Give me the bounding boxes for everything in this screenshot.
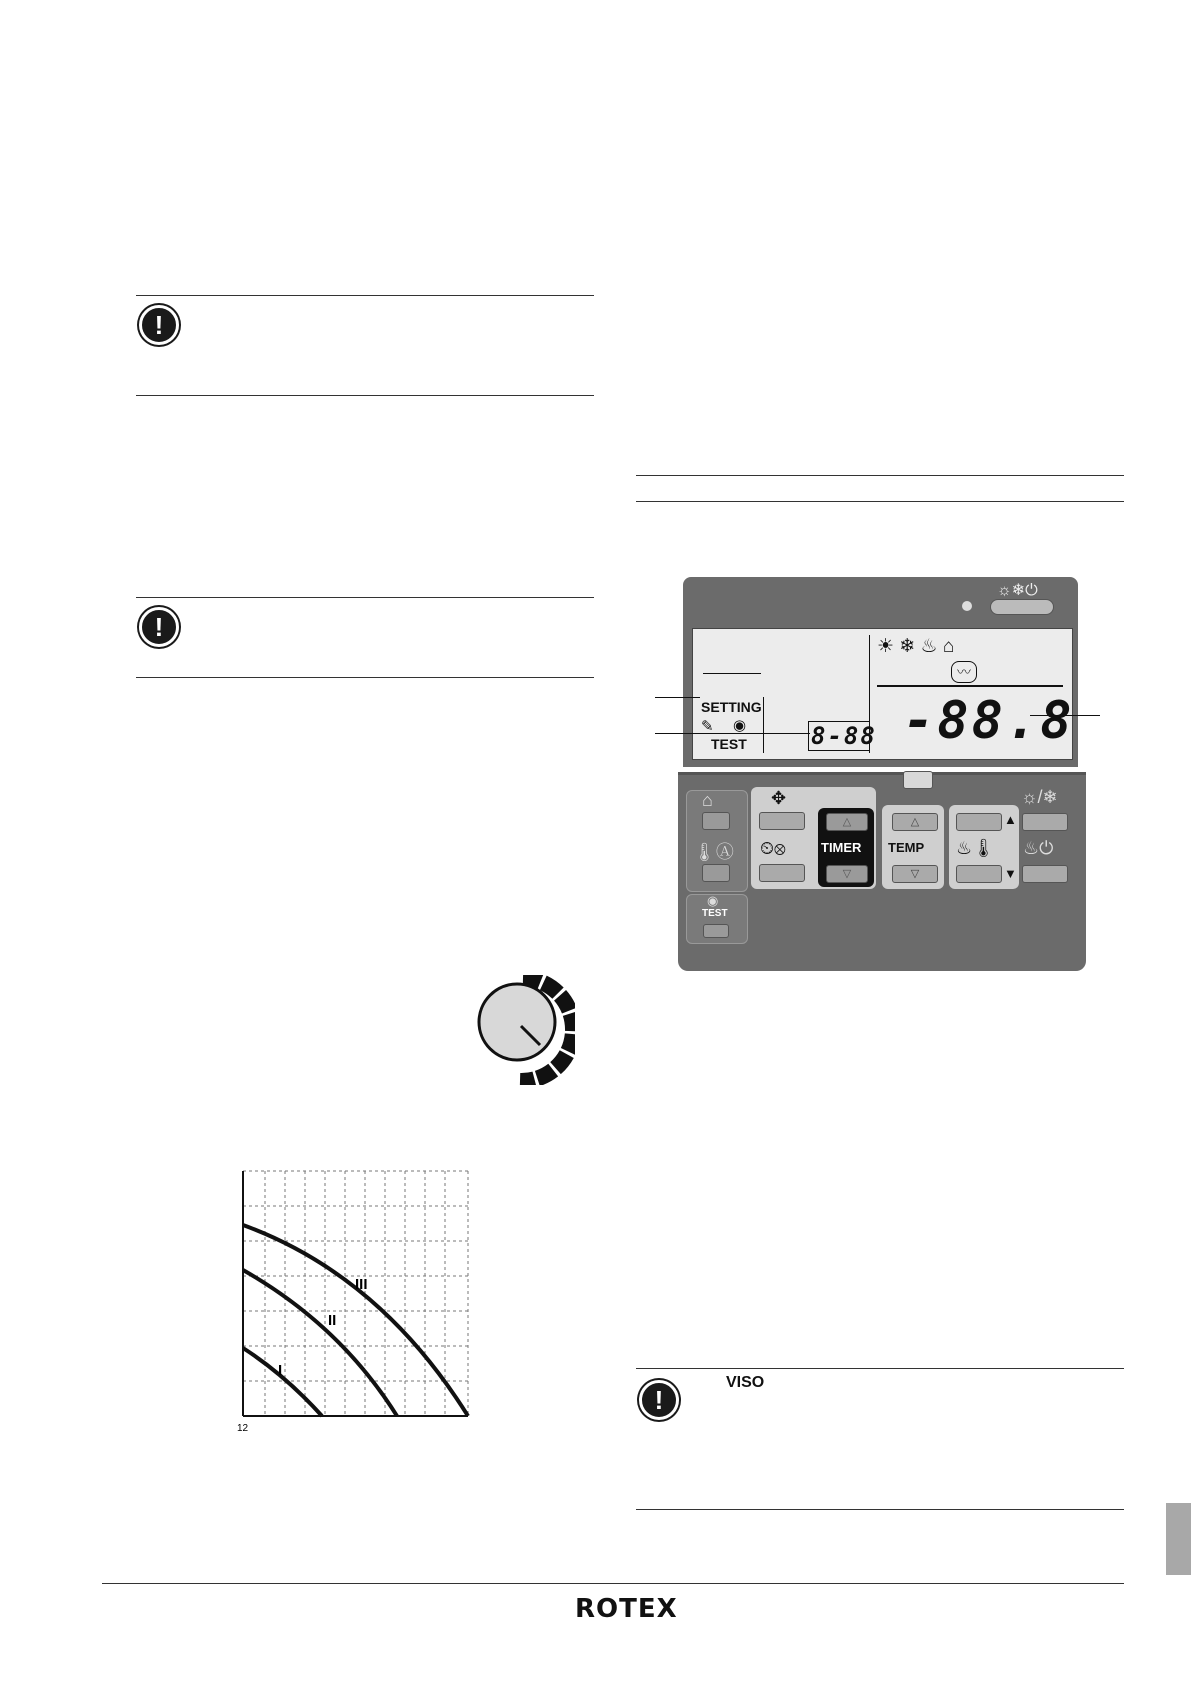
series-I-curve [243, 1348, 322, 1416]
lcd-divider [869, 635, 870, 753]
notice-1-bottom-rule [136, 395, 594, 396]
inspection-eye-icon: ◉ [707, 893, 719, 908]
callout-line-code [655, 733, 810, 734]
hot-water-up-button[interactable] [956, 813, 1002, 831]
warning-icon: ! [639, 1380, 679, 1420]
on-off-button[interactable] [990, 599, 1054, 615]
notice-label: VISO [726, 1374, 765, 1391]
temp-down-button[interactable]: ▽ [892, 865, 938, 883]
lcd-underline [703, 673, 761, 674]
wrench-icon: ✎ [701, 718, 714, 735]
heat-cool-icon: ☼/❄ [1021, 787, 1058, 807]
warning-icon: ! [139, 305, 179, 345]
hot-water-power-icon: ♨⏻ [1023, 838, 1054, 858]
viso-bottom-rule [636, 1509, 1124, 1510]
rotary-dial [475, 975, 575, 1085]
notice-1-top-rule [136, 295, 594, 296]
program-button[interactable] [759, 812, 805, 830]
auto-button[interactable] [702, 864, 730, 882]
shower-thermometer-icon: ♨🌡 [956, 838, 995, 858]
notice-2-bottom-rule [136, 677, 594, 678]
program-icon: ✥ [771, 788, 787, 808]
test-button[interactable] [703, 924, 729, 938]
up-arrow-icon: ▲ [1004, 812, 1017, 827]
display-window-button[interactable] [903, 771, 933, 789]
dial-knob [479, 984, 555, 1060]
pump-curve-chart [230, 1165, 475, 1437]
series-label: III [355, 1276, 368, 1293]
heat-cool-button[interactable] [1022, 813, 1068, 831]
lcd-setting-label: SETTING [701, 699, 762, 715]
down-arrow-icon: ▼ [1004, 866, 1017, 881]
series-II-curve [243, 1270, 397, 1416]
lcd-display [692, 628, 1073, 760]
lcd-test-label: TEST [711, 736, 747, 752]
clock-cancel-button[interactable] [759, 864, 805, 882]
brand-logo: ROTEX [575, 1594, 678, 1624]
clock-cancel-icon: ⏲⊗ [760, 838, 786, 858]
series-III-curve [243, 1225, 468, 1416]
temp-up-button[interactable]: △ [892, 813, 938, 831]
heat-cool-power-icon: ☼❄⏻ [997, 582, 1038, 599]
house-timer-icon: ⌂ [702, 790, 713, 810]
chart-grid [243, 1171, 468, 1416]
lcd-code-display: 8-88 [811, 722, 877, 750]
inspection-eye-icon: ◉ [733, 717, 747, 734]
hot-water-down-button[interactable] [956, 865, 1002, 883]
lcd-value-display: -88.8 [903, 691, 1075, 751]
x-tick-label: 12 [237, 1423, 249, 1434]
thermometer-auto-icon: 🌡Ⓐ [693, 842, 734, 862]
lcd-value-underline [877, 685, 1063, 687]
section-rule-top [636, 475, 1124, 476]
chapter-tab [1166, 1503, 1191, 1575]
hot-water-power-button[interactable] [1022, 865, 1068, 883]
mode-icons: ☀ ❄ ♨ ⌂ [877, 636, 955, 657]
house-button[interactable] [702, 812, 730, 830]
temp-label: TEMP [888, 840, 925, 855]
warning-icon: ! [139, 607, 179, 647]
callout-line-setting [655, 697, 700, 698]
series-label: I [278, 1362, 283, 1379]
led-indicator-icon [962, 601, 972, 611]
series-label: II [328, 1312, 337, 1329]
timer-label: TIMER [821, 840, 862, 855]
callout-line-value [1030, 715, 1100, 716]
test-button-label: TEST [702, 908, 728, 919]
lcd-divider-short [763, 697, 764, 753]
section-rule-bottom [636, 501, 1124, 502]
footer-rule [102, 1583, 1124, 1584]
timer-up-button[interactable]: △ [826, 813, 868, 831]
heater-icon: 〰 [951, 661, 977, 683]
timer-down-button[interactable]: ▽ [826, 865, 868, 883]
viso-top-rule [636, 1368, 1124, 1369]
notice-2-top-rule [136, 597, 594, 598]
